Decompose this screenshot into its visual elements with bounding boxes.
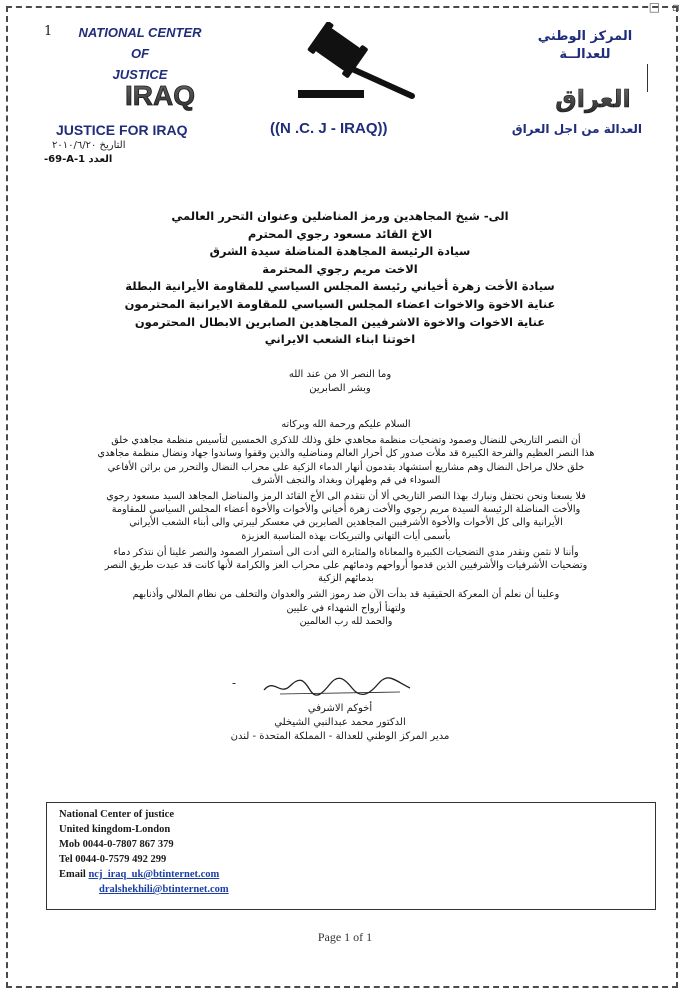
signoff-line: الدكتور محمد عبدالنبي الشيخلي: [274, 717, 406, 728]
org-line-2: OF: [130, 46, 150, 61]
body-line: السوداء في قم وطهران وبغداد والنجف الأشرف: [251, 474, 441, 486]
addressee-line: الى- شيخ المجاهدين ورمز المناضلين وعنوان التحرر العالمي: [171, 209, 509, 223]
body-line: هذا النصر العظيم والفرحة الكبيرة قد ملأت صدور كل أحرار العالم ومناضليه والذين وقفوا وساندوا جهاد ونضال منظمة مجاهدي: [97, 448, 595, 460]
page-number-footer: Page 1 of 1: [317, 930, 373, 944]
body-line: وعلينا أن نعلم أن المعركة الحقيقية قد بدأت الآن ضد رموز الشر والعدوان والتخلف من نظام الملالي وأذنابهم: [132, 589, 560, 601]
contact-email-row: [59, 867, 643, 882]
letter-reference: -69-A-1 العدد: [44, 154, 113, 165]
org-name-english: [70, 22, 210, 85]
iraq-logo-english: [110, 78, 210, 112]
addressee-line: اخوتنا ابناء الشعب الايراني: [264, 332, 416, 347]
signoff-block: [170, 702, 510, 744]
addressee-line: سيادة الأخت زهرة أخياني رئيسة المجلس السياسي للمقاومة الأيرانية البطلة: [125, 279, 555, 294]
contact-box: [46, 802, 656, 910]
body-line: بدمائهم الزكية: [318, 573, 374, 585]
addressee-line: الاخت مريم رجوي المحترمة: [262, 261, 418, 276]
page-marker: 1: [44, 24, 53, 39]
contact-location: United kingdom-London: [59, 824, 171, 835]
addressee-line: عناية الاخوة والاخوات اعضاء المجلس السياسي للمقاومة الايرانية المحترمون: [124, 296, 556, 311]
body-line: والحمد لله رب العالمين: [299, 615, 393, 627]
quote-line: وبشر الصابرين: [309, 383, 371, 394]
contact-org: National Center of justice: [59, 809, 174, 820]
gavel-icon: [290, 22, 420, 102]
body-line: ولتهنأ أرواح الشهداء في عليين: [286, 602, 406, 614]
body-line: بأسمى أيات التهاني والتبريكات بهذه المناسبة العزيزة: [241, 530, 451, 542]
tagline-code: ((N .C. J - IRAQ)): [270, 120, 388, 137]
quranic-quote: [150, 368, 530, 396]
addressee-line: الاخ القائد مسعود رجوي المحترم: [247, 226, 433, 241]
body-line: وأننا لا نثمن ونقدر مدى التضحيات الكبيرة والمعاناة والمثابرة التي أدت الى أستمرار الصمود والنصر علينا أن نتذكر دماء: [113, 546, 579, 558]
signoff-line: أخوكم الاشرفي: [307, 703, 373, 714]
signature-dash: -: [232, 676, 237, 690]
tagline-arabic: العدالة من اجل العراق: [511, 122, 642, 136]
body-line: فلا يسعنا ونحن نحتفل ونبارك بهذا النصر التاريخي ألا أن نتقدم الى الأخ القائد الرمز والمناضل المجاهد السيد مسعود رجوي: [106, 491, 586, 503]
org-arabic-line-1: المركز الوطني: [537, 29, 633, 44]
body-line: وتضحيات الأشرفيات والأشرفيين الذين قدموا أرواحهم ودمائهم على محراب العز والكرامة لأنها كانت قد عبدت طريق النصر: [104, 560, 588, 572]
body-line: الأيرانية والى كل الأخوات والأخوة الأشرفيين المجاهدين الصابرين في معسكر ليبرتي والى أبناء الشعب الأيراني: [129, 517, 563, 529]
body-line: السلام عليكم ورحمة الله وبركاته: [281, 419, 411, 430]
body-line: والأخت المناضلة الرئيسة السيدة مريم رجوي والأخت زهرة أخياني والأخوات والأخوة أعضاء المجلس السياسي للمقاومة: [111, 504, 581, 516]
signoff-line: مدير المركز الوطني للعدالة - المملكة المتحدة - لندن: [230, 731, 450, 742]
email-label: Email: [59, 869, 86, 880]
org-line-1: NATIONAL CENTER: [78, 25, 202, 40]
body-line: أن النصر التاريخي للنضال وصمود وتضحيات منظمة مجاهدي خلق وذلك للذكرى الخمسين لتأسيس منظمة مجاهدي خلق: [111, 435, 581, 447]
signature-image: [260, 674, 420, 698]
tagline-english: JUSTICE FOR IRAQ: [56, 122, 188, 138]
iraq-logo-arabic-text: العراق: [555, 85, 631, 113]
contact-telephone: Tel 0044-0-7579 492 299: [59, 854, 167, 865]
letter-date: التاريخ ٢٠١٠/٦/٢٠: [52, 140, 126, 151]
iraq-logo-arabic: [538, 80, 648, 114]
iraq-logo-english-text: IRAQ: [125, 80, 195, 111]
org-arabic-line-2: للعدالــة: [559, 47, 611, 62]
contact-mobile: Mob 0044-0-7807 867 379: [59, 839, 174, 850]
org-line-3: JUSTICE: [112, 67, 168, 82]
quote-line: وما النصر الا من عند الله: [288, 369, 392, 380]
window-controls[interactable]: □ ▫: [648, 0, 684, 14]
body-line: خلق خلال مراحل النضال وهم مشاريع أستشهاد يقدمون أنهار الدماء الزكية على محراب النضال والتحرر من براثن الأفاعي: [107, 461, 585, 473]
addressee-line: عناية الاخوات والاخوة الاشرفيين المجاهدين الصابرين الابطال المحترمون: [134, 314, 546, 329]
addressee-list: [90, 208, 590, 349]
email-link-2[interactable]: dralshekhili@btinternet.com: [99, 884, 229, 895]
email-link-1[interactable]: ncj_iraq_uk@btinternet.com: [88, 869, 220, 880]
addressee-line: سيادة الرئيسة المجاهدة المناضلة سيدة الشرق: [209, 244, 471, 259]
org-name-arabic: [530, 28, 640, 64]
contact-email-row-2: [59, 882, 643, 897]
letter-body: [56, 418, 636, 628]
